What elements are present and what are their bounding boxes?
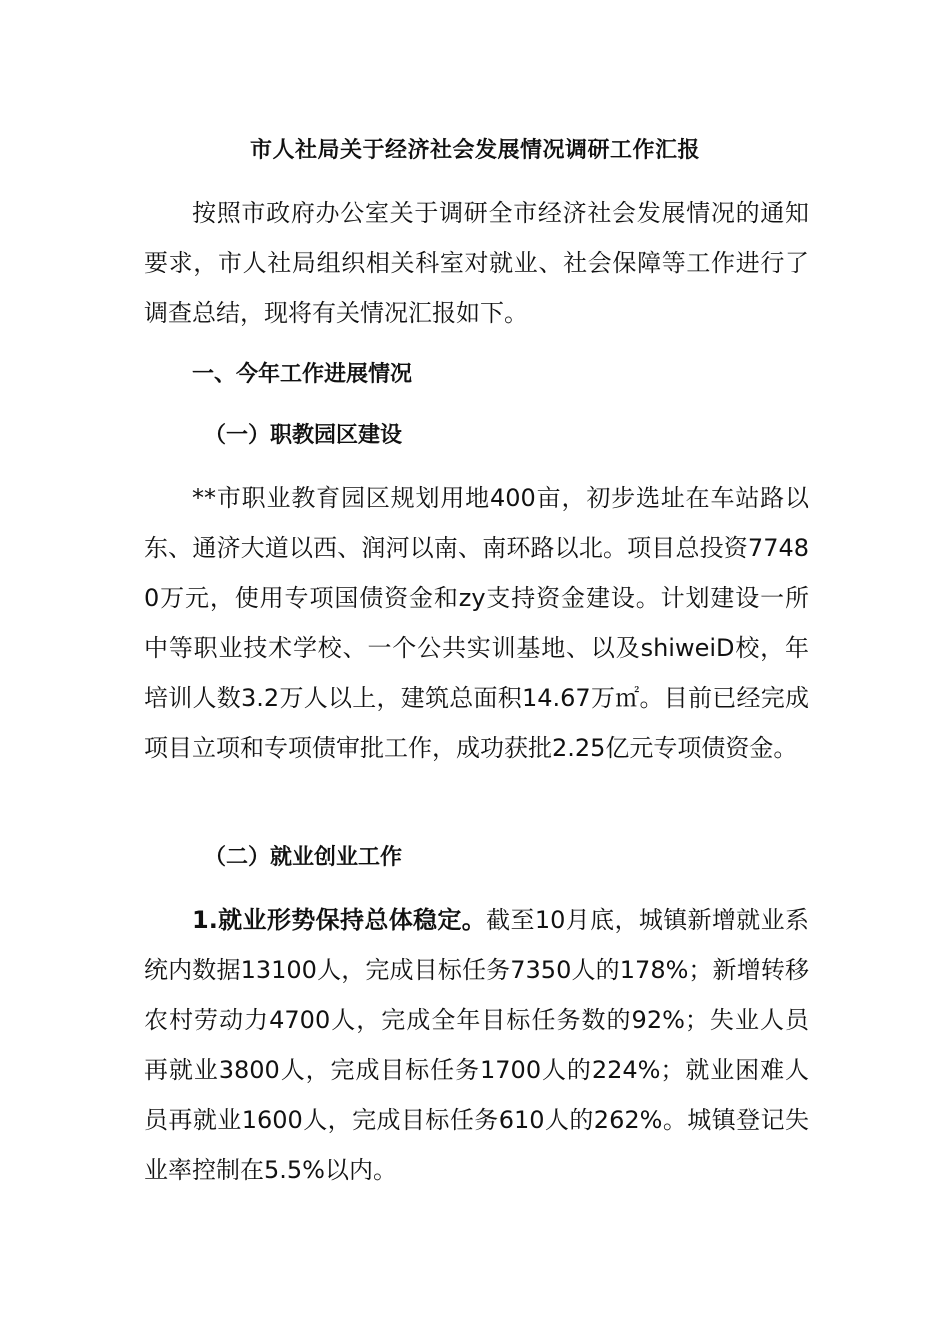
section-heading-progress: 一、今年工作进展情况 [192, 362, 413, 387]
employment-lead-sentence: 1.就业形势保持总体稳定。 [192, 906, 487, 934]
subsection-heading-employment: （二）就业创业工作 [204, 845, 403, 870]
intro-paragraph: 按照市政府办公室关于调研全市经济社会发展情况的通知要求，市人社局组织相关科室对就业、社会保障等工作进行了调查总结，现将有关情况汇报如下。 [144, 199, 809, 327]
employment-body-text: 截至10月底，城镇新增就业系统内数据13100人，完成目标任务7350人的178%；新增转移农村劳动力4700人，完成全年目标任务数的92%；失业人员再就业3800人，完成目标任务1700人的224%；就业困难人员再就业1600人，完成目标任务610人的262%。城镇登记失业率控制在5.5%以内。 [144, 906, 809, 1184]
document-title: 市人社局关于经济社会发展情况调研工作汇报 [249, 138, 700, 163]
vocational-park-paragraph: **市职业教育园区规划用地400亩，初步选址在车站路以东、通济大道以西、润河以南、南环路以北。项目总投资77480万元，使用专项国债资金和zy支持资金建设。计划建设一所中等职业技术学校、一个公共实训基地、以及shiweiD校，年培训人数3.2万人以上，建筑总面积14.67万㎡。目前已经完成项目立项和专项债审批工作，成功获批2.25亿元专项债资金。 [144, 484, 809, 762]
employment-paragraph [144, 895, 809, 1195]
subsection-heading-vocational-park: （一）职教园区建设 [204, 423, 403, 448]
